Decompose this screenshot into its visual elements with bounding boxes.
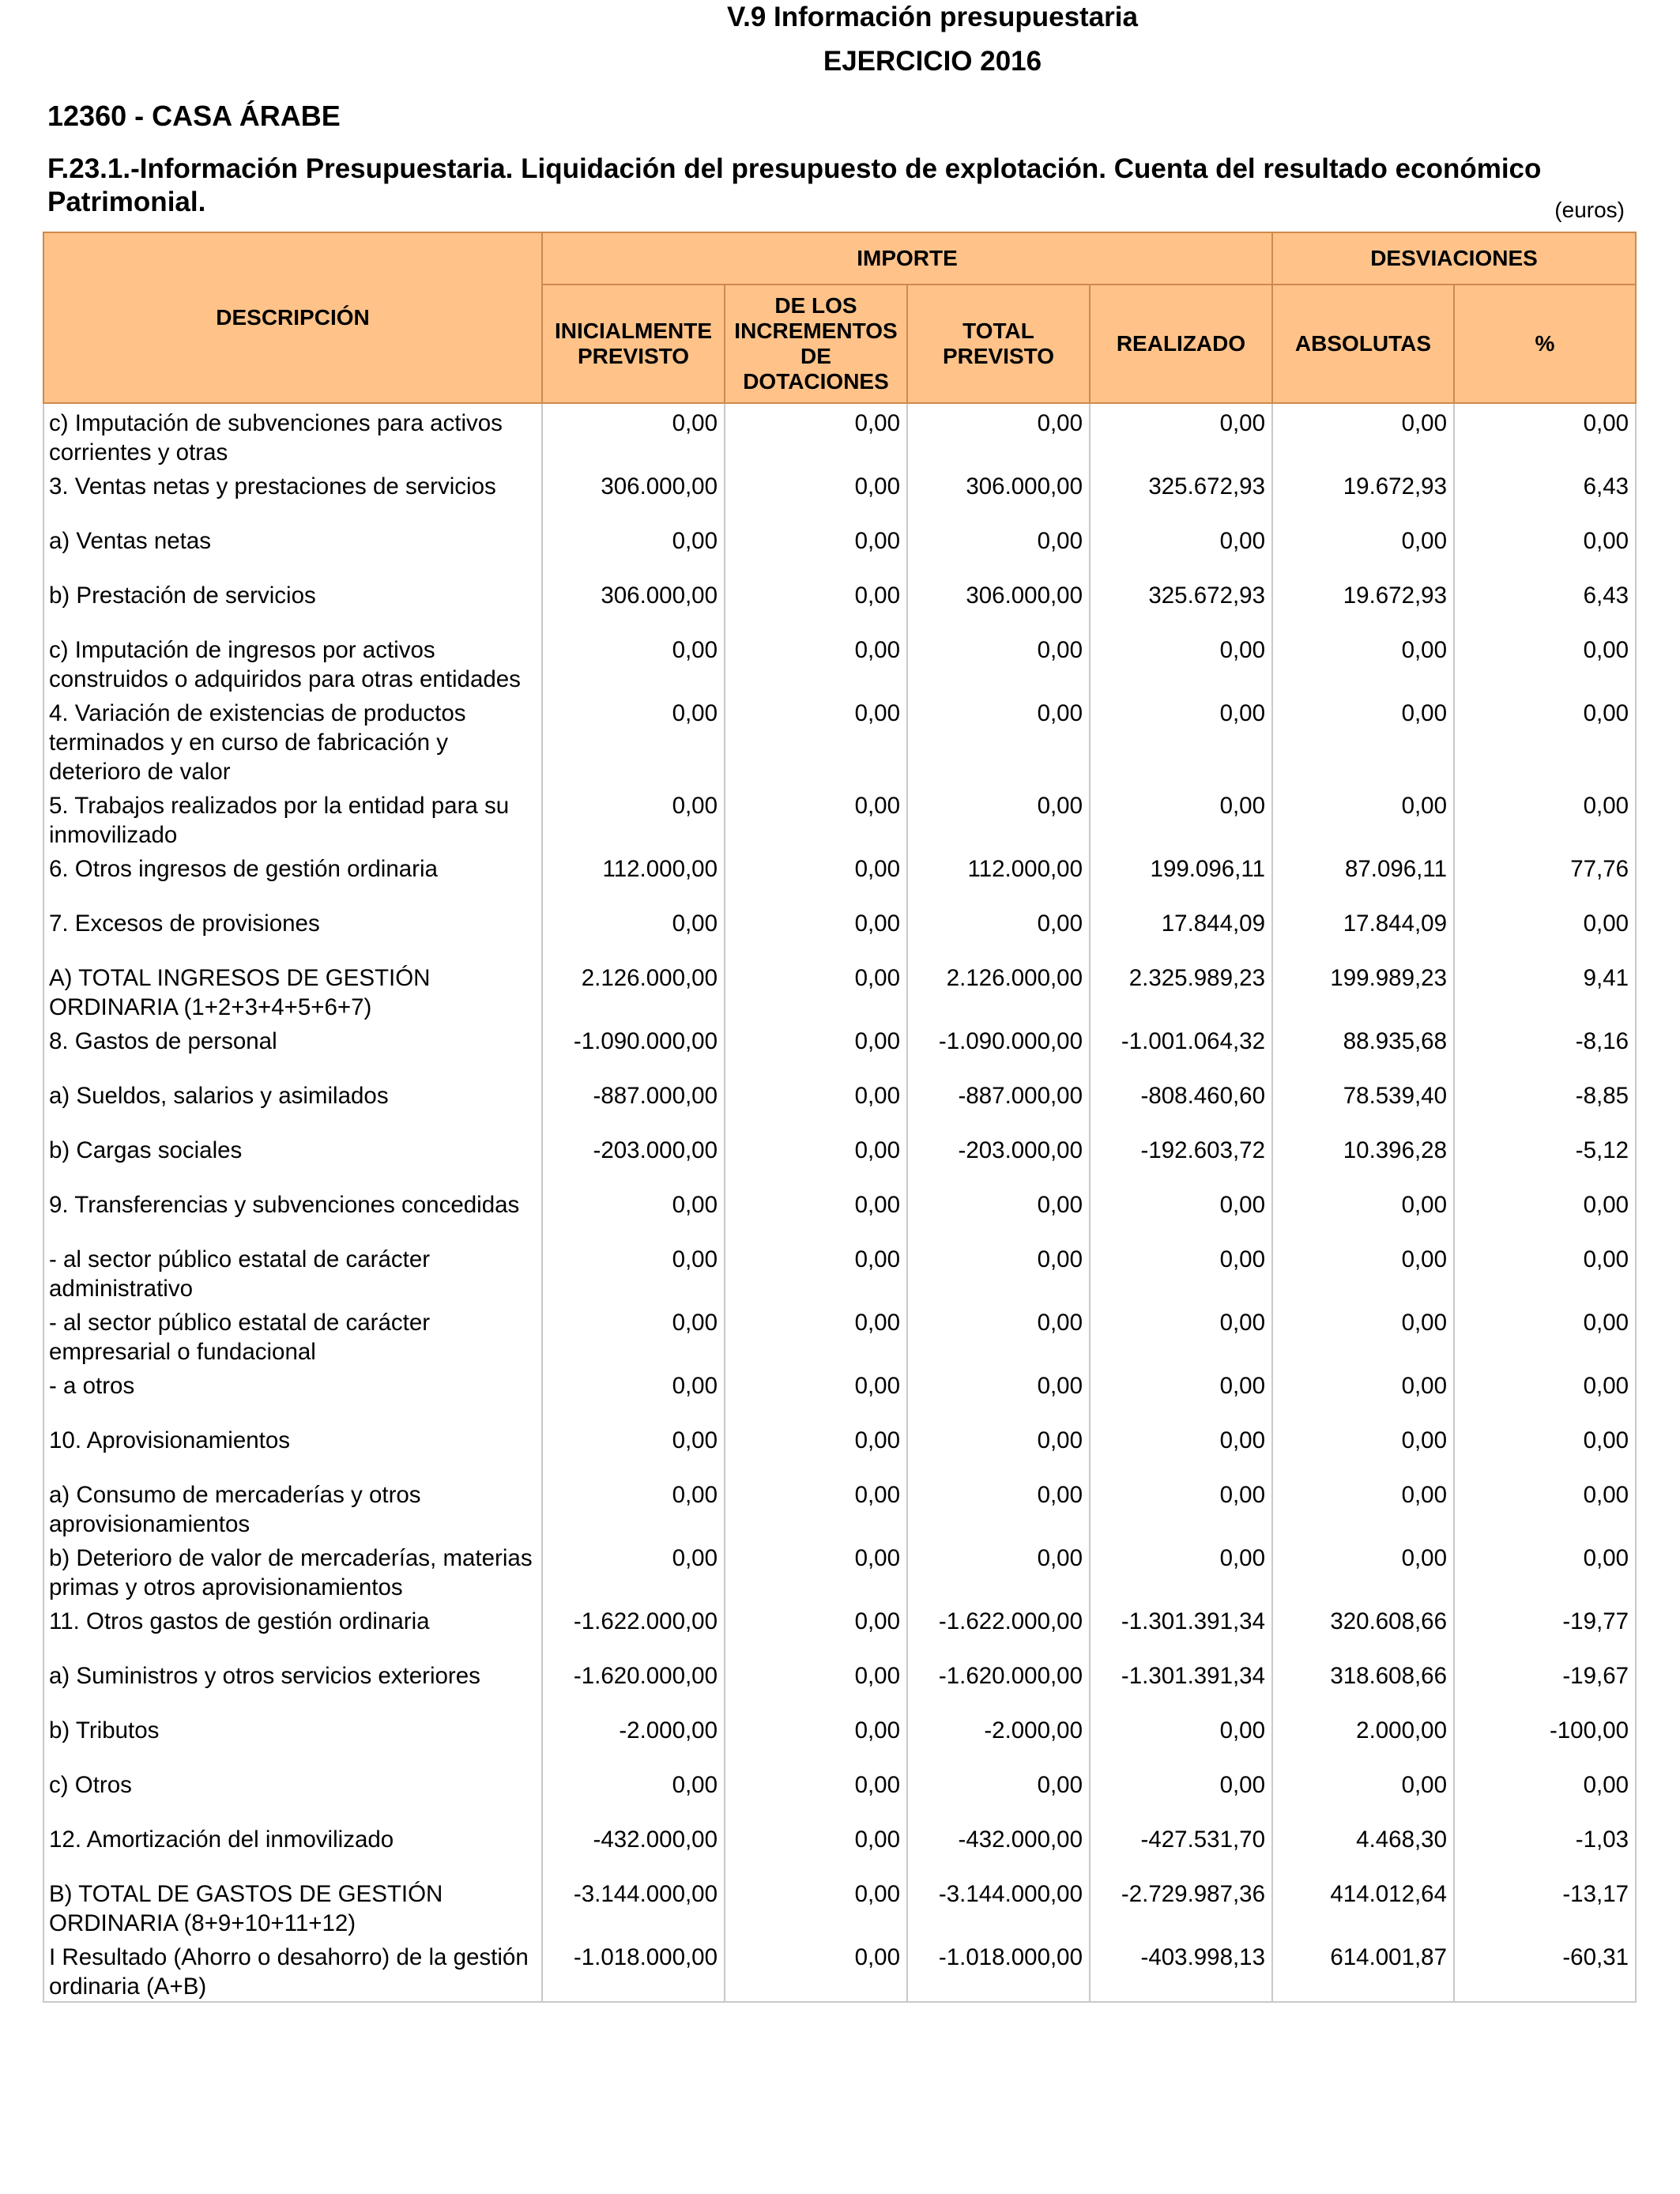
cell-realizado: -808.460,60 [1090, 1076, 1272, 1131]
cell-inicialmente-previsto: 0,00 [542, 1303, 725, 1367]
table-row [43, 904, 1636, 959]
units-label: (euros) [1554, 198, 1625, 222]
cell-inicialmente-previsto: 0,00 [542, 786, 725, 850]
row-description: a) Consumo de mercaderías y otros aprovisionamientos [43, 1476, 542, 1539]
row-description: - al sector público estatal de carácter administrativo [43, 1240, 542, 1303]
cell-realizado: -1.301.391,34 [1090, 1602, 1272, 1657]
cell-total-previsto: 0,00 [907, 694, 1090, 786]
cell-inicialmente-previsto: 0,00 [542, 631, 725, 694]
cell-total-previsto: 306.000,00 [907, 467, 1090, 522]
cell-realizado: 2.325.989,23 [1090, 959, 1272, 1022]
cell-inicialmente-previsto: 0,00 [542, 1421, 725, 1476]
table-row [43, 631, 1636, 694]
cell-incrementos: 0,00 [725, 1711, 907, 1766]
row-description: A) TOTAL INGRESOS DE GESTIÓN ORDINARIA (1+2+3+4+5+6+7) [43, 959, 542, 1022]
row-description: a) Ventas netas [43, 522, 542, 576]
cell-realizado: 0,00 [1090, 1303, 1272, 1367]
cell-incrementos: 0,00 [725, 522, 907, 576]
row-description: 10. Aprovisionamientos [43, 1421, 542, 1476]
cell-absolutas: 320.608,66 [1272, 1602, 1454, 1657]
cell-absolutas: 0,00 [1272, 1539, 1454, 1602]
cell-incrementos: 0,00 [725, 403, 907, 467]
cell-incrementos: 0,00 [725, 850, 907, 904]
col-header-incrementos: DE LOS INCREMENTOS DE DOTACIONES [725, 285, 907, 403]
cell-inicialmente-previsto: 0,00 [542, 1766, 725, 1820]
cell-realizado: 199.096,11 [1090, 850, 1272, 904]
col-header-descripcion: DESCRIPCIÓN [43, 232, 542, 403]
cell-pct: -8,16 [1454, 1022, 1636, 1076]
cell-total-previsto: 0,00 [907, 1186, 1090, 1240]
table-row [43, 1367, 1636, 1421]
cell-incrementos: 0,00 [725, 694, 907, 786]
table-row [43, 959, 1636, 1022]
row-description: a) Suministros y otros servicios exteriores [43, 1657, 542, 1711]
cell-incrementos: 0,00 [725, 1938, 907, 2002]
table-row [43, 694, 1636, 786]
cell-inicialmente-previsto: 112.000,00 [542, 850, 725, 904]
cell-realizado: 0,00 [1090, 1711, 1272, 1766]
cell-pct: -100,00 [1454, 1711, 1636, 1766]
cell-realizado: 0,00 [1090, 1421, 1272, 1476]
cell-incrementos: 0,00 [725, 786, 907, 850]
cell-total-previsto: 0,00 [907, 1766, 1090, 1820]
table-body [43, 403, 1636, 2002]
cell-pct: -1,03 [1454, 1820, 1636, 1875]
cell-incrementos: 0,00 [725, 1657, 907, 1711]
cell-realizado: 0,00 [1090, 1186, 1272, 1240]
cell-realizado: 0,00 [1090, 1240, 1272, 1303]
cell-inicialmente-previsto: -3.144.000,00 [542, 1875, 725, 1938]
cell-pct: 0,00 [1454, 1539, 1636, 1602]
cell-total-previsto: 0,00 [907, 1303, 1090, 1367]
row-description: b) Prestación de servicios [43, 576, 542, 631]
cell-incrementos: 0,00 [725, 1303, 907, 1367]
cell-realizado: 325.672,93 [1090, 467, 1272, 522]
col-group-desviaciones: DESVIACIONES [1272, 232, 1636, 285]
col-header-total-previsto: TOTAL PREVISTO [907, 285, 1090, 403]
table-row [43, 1421, 1636, 1476]
row-description: b) Cargas sociales [43, 1131, 542, 1186]
cell-incrementos: 0,00 [725, 1240, 907, 1303]
cell-pct: 0,00 [1454, 1421, 1636, 1476]
cell-total-previsto: 0,00 [907, 1421, 1090, 1476]
cell-total-previsto: 0,00 [907, 1240, 1090, 1303]
cell-absolutas: 0,00 [1272, 522, 1454, 576]
cell-absolutas: 19.672,93 [1272, 467, 1454, 522]
cell-incrementos: 0,00 [725, 467, 907, 522]
cell-inicialmente-previsto: 0,00 [542, 522, 725, 576]
cell-incrementos: 0,00 [725, 1875, 907, 1938]
cell-pct: 77,76 [1454, 850, 1636, 904]
row-description: 5. Trabajos realizados por la entidad para su inmovilizado [43, 786, 542, 850]
cell-realizado: 0,00 [1090, 1476, 1272, 1539]
cell-realizado: -2.729.987,36 [1090, 1875, 1272, 1938]
cell-realizado: 0,00 [1090, 1766, 1272, 1820]
cell-total-previsto: 0,00 [907, 1539, 1090, 1602]
cell-realizado: 17.844,09 [1090, 904, 1272, 959]
cell-total-previsto: -2.000,00 [907, 1711, 1090, 1766]
cell-incrementos: 0,00 [725, 904, 907, 959]
cell-inicialmente-previsto: -887.000,00 [542, 1076, 725, 1131]
cell-absolutas: 0,00 [1272, 1476, 1454, 1539]
table-row [43, 1820, 1636, 1875]
cell-pct: -19,67 [1454, 1657, 1636, 1711]
cell-absolutas: 78.539,40 [1272, 1076, 1454, 1131]
cell-realizado: 0,00 [1090, 522, 1272, 576]
table-row [43, 1657, 1636, 1711]
cell-inicialmente-previsto: 0,00 [542, 1367, 725, 1421]
cell-absolutas: 0,00 [1272, 786, 1454, 850]
cell-inicialmente-previsto: 306.000,00 [542, 467, 725, 522]
table-row [43, 522, 1636, 576]
table-row [43, 1022, 1636, 1076]
cell-incrementos: 0,00 [725, 1076, 907, 1131]
row-description: a) Sueldos, salarios y asimilados [43, 1076, 542, 1131]
table-row [43, 1303, 1636, 1367]
cell-pct: 0,00 [1454, 1476, 1636, 1539]
cell-absolutas: 0,00 [1272, 631, 1454, 694]
cell-total-previsto: -432.000,00 [907, 1820, 1090, 1875]
cell-total-previsto: 0,00 [907, 1367, 1090, 1421]
cell-incrementos: 0,00 [725, 631, 907, 694]
year-title: EJERCICIO 2016 [823, 46, 1042, 77]
cell-inicialmente-previsto: 0,00 [542, 1539, 725, 1602]
col-header-pct: % [1454, 285, 1636, 403]
cell-pct: 6,43 [1454, 467, 1636, 522]
cell-inicialmente-previsto: 306.000,00 [542, 576, 725, 631]
cell-total-previsto: 0,00 [907, 904, 1090, 959]
cell-incrementos: 0,00 [725, 1539, 907, 1602]
cell-inicialmente-previsto: 0,00 [542, 694, 725, 786]
cell-total-previsto: 0,00 [907, 403, 1090, 467]
cell-pct: -13,17 [1454, 1875, 1636, 1938]
table-row [43, 1711, 1636, 1766]
row-description: 6. Otros ingresos de gestión ordinaria [43, 850, 542, 904]
cell-incrementos: 0,00 [725, 1820, 907, 1875]
col-header-absolutas: ABSOLUTAS [1272, 285, 1454, 403]
cell-total-previsto: -1.622.000,00 [907, 1602, 1090, 1657]
table-row [43, 1240, 1636, 1303]
cell-pct: 6,43 [1454, 576, 1636, 631]
cell-incrementos: 0,00 [725, 1186, 907, 1240]
row-description: c) Imputación de subvenciones para activos corrientes y otras [43, 403, 542, 467]
cell-incrementos: 0,00 [725, 1022, 907, 1076]
cell-absolutas: 0,00 [1272, 403, 1454, 467]
table-row [43, 850, 1636, 904]
row-description: 9. Transferencias y subvenciones concedidas [43, 1186, 542, 1240]
table-row [43, 576, 1636, 631]
cell-realizado: 0,00 [1090, 1539, 1272, 1602]
cell-pct: 0,00 [1454, 1766, 1636, 1820]
cell-inicialmente-previsto: -1.090.000,00 [542, 1022, 725, 1076]
cell-inicialmente-previsto: -1.620.000,00 [542, 1657, 725, 1711]
cell-inicialmente-previsto: 0,00 [542, 403, 725, 467]
row-description: 11. Otros gastos de gestión ordinaria [43, 1602, 542, 1657]
table-row [43, 1539, 1636, 1602]
cell-inicialmente-previsto: -203.000,00 [542, 1131, 725, 1186]
cell-pct: 0,00 [1454, 904, 1636, 959]
cell-inicialmente-previsto: 0,00 [542, 1476, 725, 1539]
row-description: 3. Ventas netas y prestaciones de servicios [43, 467, 542, 522]
cell-pct: 0,00 [1454, 1240, 1636, 1303]
table-row [43, 1076, 1636, 1131]
cell-absolutas: 0,00 [1272, 694, 1454, 786]
cell-total-previsto: -1.620.000,00 [907, 1657, 1090, 1711]
cell-pct: 0,00 [1454, 1303, 1636, 1367]
row-description: B) TOTAL DE GASTOS DE GESTIÓN ORDINARIA (8+9+10+11+12) [43, 1875, 542, 1938]
row-description: I Resultado (Ahorro o desahorro) de la gestión ordinaria (A+B) [43, 1938, 542, 2002]
table-row [43, 403, 1636, 467]
cell-total-previsto: 112.000,00 [907, 850, 1090, 904]
cell-incrementos: 0,00 [725, 1421, 907, 1476]
cell-pct: -5,12 [1454, 1131, 1636, 1186]
table-header [43, 232, 1636, 403]
cell-absolutas: 0,00 [1272, 1421, 1454, 1476]
col-header-realizado: REALIZADO [1090, 285, 1272, 403]
cell-realizado: -427.531,70 [1090, 1820, 1272, 1875]
cell-absolutas: 318.608,66 [1272, 1657, 1454, 1711]
col-header-inicialmente-previsto: INICIALMENTE PREVISTO [542, 285, 725, 403]
cell-total-previsto: 0,00 [907, 522, 1090, 576]
cell-realizado: 0,00 [1090, 694, 1272, 786]
cell-inicialmente-previsto: 0,00 [542, 1186, 725, 1240]
cell-incrementos: 0,00 [725, 576, 907, 631]
cell-absolutas: 17.844,09 [1272, 904, 1454, 959]
cell-realizado: 325.672,93 [1090, 576, 1272, 631]
cell-absolutas: 0,00 [1272, 1766, 1454, 1820]
table-row [43, 786, 1636, 850]
cell-total-previsto: 306.000,00 [907, 576, 1090, 631]
cell-total-previsto: -1.090.000,00 [907, 1022, 1090, 1076]
cell-total-previsto: -887.000,00 [907, 1076, 1090, 1131]
cell-realizado: 0,00 [1090, 631, 1272, 694]
cell-incrementos: 0,00 [725, 1602, 907, 1657]
cell-pct: -19,77 [1454, 1602, 1636, 1657]
table-row [43, 1602, 1636, 1657]
cell-pct: 0,00 [1454, 631, 1636, 694]
cell-incrementos: 0,00 [725, 1766, 907, 1820]
cell-total-previsto: -203.000,00 [907, 1131, 1090, 1186]
cell-realizado: -1.001.064,32 [1090, 1022, 1272, 1076]
row-description: 12. Amortización del inmovilizado [43, 1820, 542, 1875]
table-row [43, 1131, 1636, 1186]
cell-realizado: -403.998,13 [1090, 1938, 1272, 2002]
cell-incrementos: 0,00 [725, 1367, 907, 1421]
row-description: - al sector público estatal de carácter empresarial o fundacional [43, 1303, 542, 1367]
table-row [43, 1938, 1636, 2002]
cell-pct: 0,00 [1454, 522, 1636, 576]
cell-absolutas: 2.000,00 [1272, 1711, 1454, 1766]
cell-inicialmente-previsto: -432.000,00 [542, 1820, 725, 1875]
row-description: c) Otros [43, 1766, 542, 1820]
row-description: - a otros [43, 1367, 542, 1421]
row-description: 4. Variación de existencias de productos terminados y en curso de fabricación y deterioro de valor [43, 694, 542, 786]
cell-absolutas: 0,00 [1272, 1240, 1454, 1303]
cell-total-previsto: 2.126.000,00 [907, 959, 1090, 1022]
cell-inicialmente-previsto: -2.000,00 [542, 1711, 725, 1766]
cell-absolutas: 19.672,93 [1272, 576, 1454, 631]
cell-pct: 0,00 [1454, 786, 1636, 850]
cell-inicialmente-previsto: -1.622.000,00 [542, 1602, 725, 1657]
cell-inicialmente-previsto: -1.018.000,00 [542, 1938, 725, 2002]
cell-absolutas: 87.096,11 [1272, 850, 1454, 904]
cell-pct: 0,00 [1454, 1186, 1636, 1240]
row-description: c) Imputación de ingresos por activos construidos o adquiridos para otras entidades [43, 631, 542, 694]
cell-absolutas: 614.001,87 [1272, 1938, 1454, 2002]
cell-realizado: -192.603,72 [1090, 1131, 1272, 1186]
row-description: b) Tributos [43, 1711, 542, 1766]
section-title: V.9 Información presupuestaria [727, 2, 1138, 32]
form-title: F.23.1.-Información Presupuestaria. Liquidación del presupuesto de explotación. Cuenta del resultado económico Patrimonial. [47, 153, 1542, 217]
cell-incrementos: 0,00 [725, 1131, 907, 1186]
cell-absolutas: 10.396,28 [1272, 1131, 1454, 1186]
cell-total-previsto: -1.018.000,00 [907, 1938, 1090, 2002]
cell-absolutas: 0,00 [1272, 1303, 1454, 1367]
cell-total-previsto: 0,00 [907, 1476, 1090, 1539]
cell-absolutas: 88.935,68 [1272, 1022, 1454, 1076]
table-row [43, 1875, 1636, 1938]
cell-pct: -60,31 [1454, 1938, 1636, 2002]
cell-inicialmente-previsto: 2.126.000,00 [542, 959, 725, 1022]
cell-realizado: 0,00 [1090, 1367, 1272, 1421]
col-group-importe: IMPORTE [542, 232, 1272, 285]
cell-pct: -8,85 [1454, 1076, 1636, 1131]
table-row [43, 1766, 1636, 1820]
cell-inicialmente-previsto: 0,00 [542, 1240, 725, 1303]
cell-realizado: 0,00 [1090, 786, 1272, 850]
cell-pct: 0,00 [1454, 1367, 1636, 1421]
row-description: b) Deterioro de valor de mercaderías, materias primas y otros aprovisionamientos [43, 1539, 542, 1602]
cell-absolutas: 199.989,23 [1272, 959, 1454, 1022]
row-description: 8. Gastos de personal [43, 1022, 542, 1076]
cell-absolutas: 0,00 [1272, 1367, 1454, 1421]
cell-incrementos: 0,00 [725, 959, 907, 1022]
cell-total-previsto: 0,00 [907, 631, 1090, 694]
cell-total-previsto: 0,00 [907, 786, 1090, 850]
cell-incrementos: 0,00 [725, 1476, 907, 1539]
budget-table [43, 232, 1637, 2003]
table-row [43, 1476, 1636, 1539]
table-row [43, 1186, 1636, 1240]
cell-absolutas: 414.012,64 [1272, 1875, 1454, 1938]
cell-absolutas: 4.468,30 [1272, 1820, 1454, 1875]
cell-total-previsto: -3.144.000,00 [907, 1875, 1090, 1938]
cell-pct: 0,00 [1454, 403, 1636, 467]
row-description: 7. Excesos de provisiones [43, 904, 542, 959]
cell-realizado: 0,00 [1090, 403, 1272, 467]
cell-pct: 9,41 [1454, 959, 1636, 1022]
cell-absolutas: 0,00 [1272, 1186, 1454, 1240]
cell-pct: 0,00 [1454, 694, 1636, 786]
entity-name: 12360 - CASA ÁRABE [47, 100, 341, 132]
table-row [43, 467, 1636, 522]
cell-realizado: -1.301.391,34 [1090, 1657, 1272, 1711]
cell-inicialmente-previsto: 0,00 [542, 904, 725, 959]
